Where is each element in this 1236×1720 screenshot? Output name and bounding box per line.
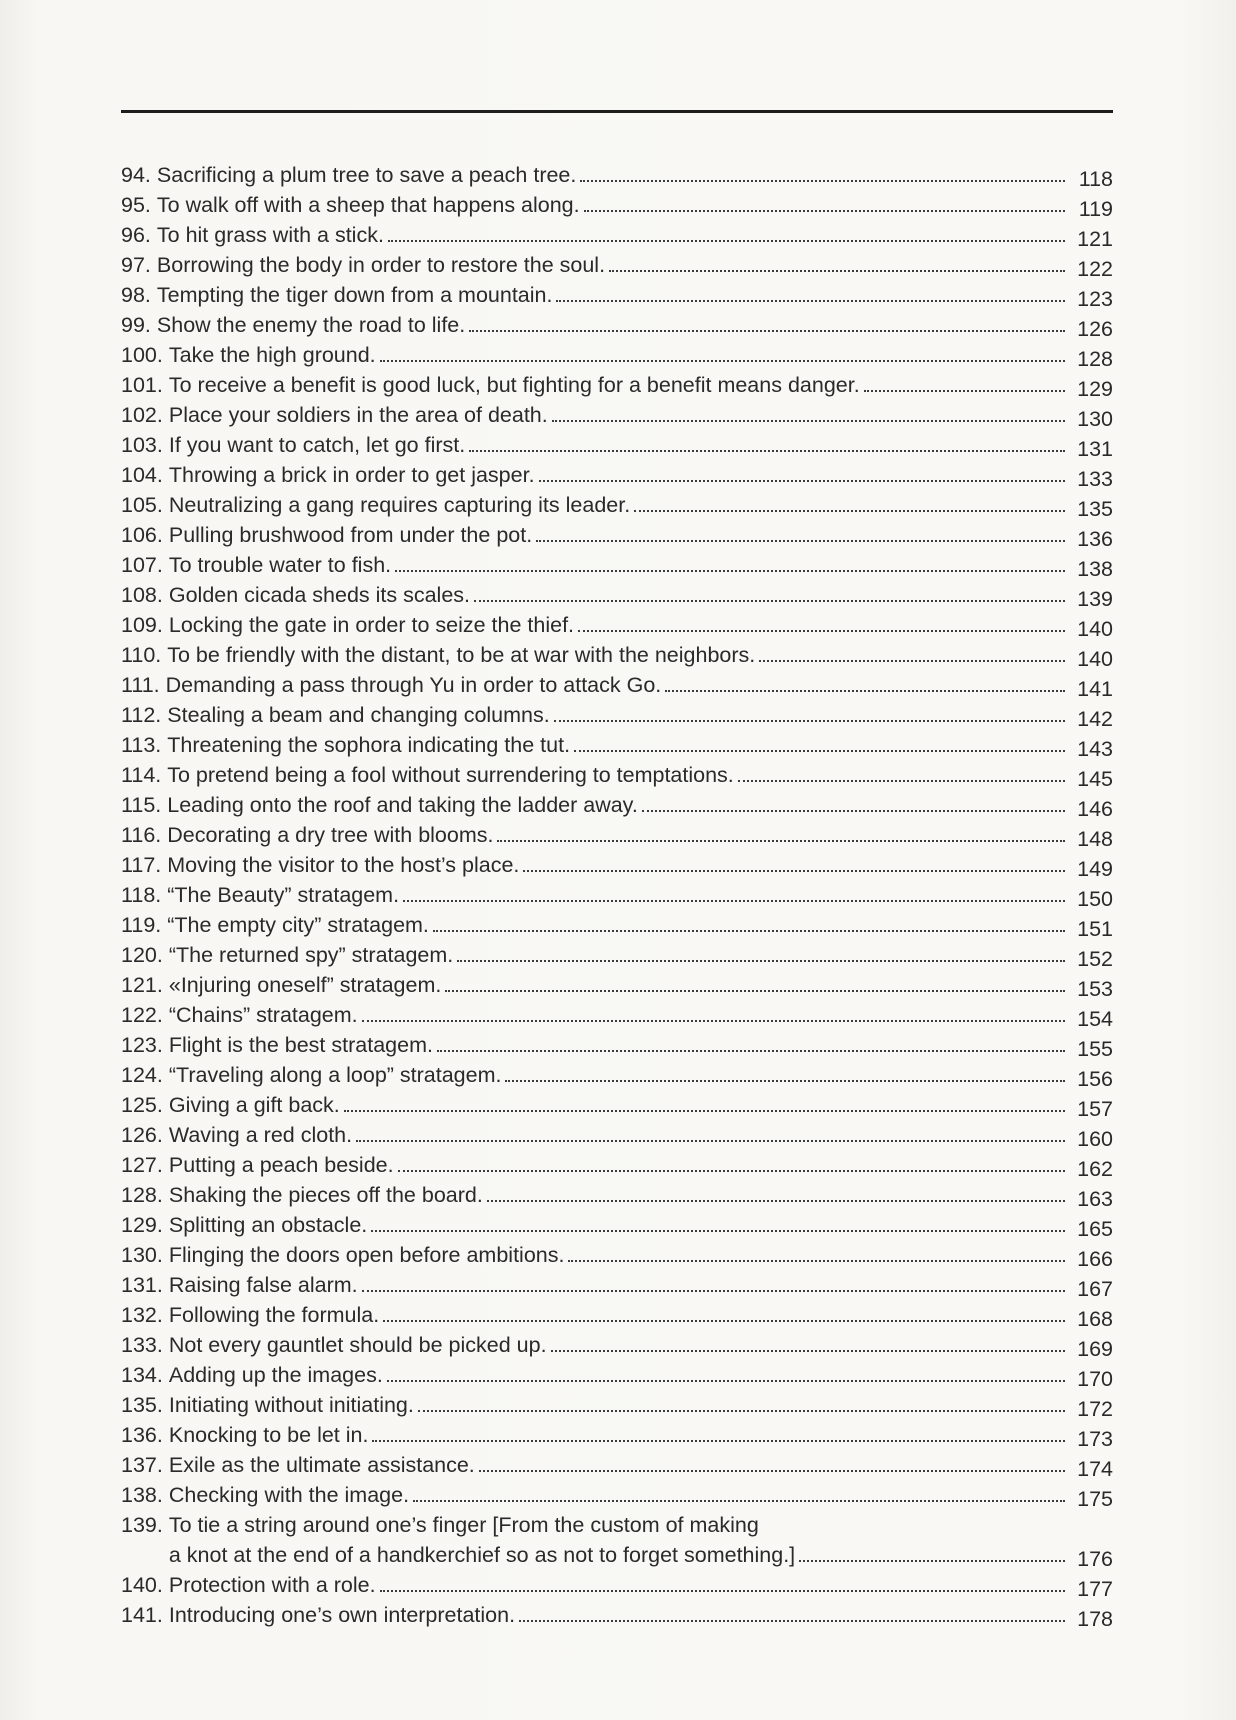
toc-entry-title: Tempting the tiger down from a mountain. [156,283,553,307]
toc-entry-number: 140. [121,1573,163,1597]
toc-entry[interactable] [121,220,1113,250]
toc-entry-title: Not every gauntlet should be picked up. [168,1333,547,1357]
toc-entry-page: 140 [1077,617,1113,641]
dot-leader [388,240,1065,242]
toc-entry-number: 98. [121,283,151,307]
toc-entry[interactable] [121,1180,1113,1210]
toc-entry-page: 119 [1078,197,1113,221]
dot-leader [505,1080,1065,1082]
dot-leader [445,990,1065,992]
toc-entry-title: Splitting an obstacle. [168,1213,368,1237]
dot-leader [433,930,1065,932]
dot-leader [799,1560,1065,1562]
toc-entry-title: To receive a benefit is good luck, but fighting for a benefit means danger. [168,373,860,397]
toc-entry-title: Borrowing the body in order to restore the soul. [156,253,606,277]
toc-entry-title: Initiating without initiating. [168,1393,414,1417]
toc-entry-title: Locking the gate in order to seize the thief. [168,613,575,637]
toc-entry[interactable] [121,1150,1113,1180]
toc-entry[interactable] [121,670,1113,700]
toc-entry-title: To pretend being a fool without surrendering to temptations. [167,763,734,787]
toc-entry[interactable] [121,790,1113,820]
dot-leader [362,1020,1065,1022]
toc-entry[interactable] [121,1450,1113,1480]
toc-entry[interactable] [121,1480,1113,1510]
toc-entry-title: Checking with the image. [168,1483,410,1507]
toc-entry-title: Place your soldiers in the area of death. [168,403,548,427]
toc-entry-title-block [169,1510,1113,1570]
toc-entry-number: 110. [121,643,162,667]
toc-entry-page: 140 [1077,647,1113,671]
toc-entry[interactable] [121,580,1113,610]
toc-entry-title: To be friendly with the distant, to be at war with the neighbors. [167,643,756,667]
toc-entry-page: 154 [1077,1007,1113,1031]
toc-entry-page: 165 [1077,1217,1113,1241]
toc-entry-number: 107. [121,553,163,577]
toc-entry-page: 162 [1077,1157,1113,1181]
toc-entry-number: 119. [121,913,162,937]
toc-entry-title: Following the formula. [168,1303,380,1327]
toc-entry[interactable] [121,520,1113,550]
dot-leader [469,330,1065,332]
toc-entry-page: 176 [1077,1547,1113,1571]
toc-entry[interactable] [121,1600,1113,1630]
dot-leader [418,1410,1065,1412]
toc-entry-title: Shaking the pieces off the board. [168,1183,483,1207]
toc-entry[interactable] [121,940,1113,970]
toc-entry-title: Pulling brushwood from under the pot. [168,523,533,547]
toc-entry-page: 133 [1077,467,1113,491]
toc-entry-page: 141 [1077,677,1113,701]
toc-entry-page: 131 [1077,437,1113,461]
toc-entry[interactable] [121,1240,1113,1270]
dot-leader [864,390,1065,392]
toc-entry-number: 133. [121,1333,163,1357]
toc-entry-title: To walk off with a sheep that happens along. [156,193,580,217]
toc-entry[interactable] [121,1420,1113,1450]
toc-entry-page: 121 [1077,227,1113,251]
dot-leader [372,1440,1065,1442]
toc-entry-page: 149 [1077,857,1113,881]
toc-entry[interactable] [121,1270,1113,1300]
toc-entry[interactable] [121,1360,1113,1390]
dot-leader [362,1290,1065,1292]
toc-entry-title: Giving a gift back. [168,1093,340,1117]
dot-leader [568,1260,1065,1262]
toc-entry-number: 109. [121,613,163,637]
toc-entry[interactable] [121,430,1113,460]
toc-entry-title: Flight is the best stratagem. [168,1033,433,1057]
toc-entry-title: Throwing a brick in order to get jasper. [168,463,535,487]
toc-entry-title: Adding up the images. [168,1363,383,1387]
toc-entry[interactable] [121,250,1113,280]
dot-leader [395,570,1065,572]
toc-entry-title: “Chains” stratagem. [168,1003,358,1027]
dot-leader [551,1350,1065,1352]
toc-entry[interactable] [121,160,1113,190]
toc-entry-page: 175 [1077,1487,1113,1511]
dot-leader [380,1590,1065,1592]
dot-leader [580,180,1065,182]
dot-leader [398,1170,1065,1172]
toc-entry-page: 122 [1077,257,1113,281]
toc-entry-number: 138. [121,1483,163,1507]
dot-leader [523,870,1065,872]
toc-entry-page: 170 [1077,1367,1113,1391]
toc-entry-page: 173 [1077,1427,1113,1451]
toc-entry-number: 130. [121,1243,163,1267]
toc-entry-page: 174 [1077,1457,1113,1481]
dot-leader [403,900,1065,902]
toc-entry-page: 143 [1077,737,1113,761]
toc-entry[interactable] [121,1120,1113,1150]
toc-entry-page: 136 [1077,527,1113,551]
toc-entry-title: Moving the visitor to the host’s place. [167,853,520,877]
dot-leader [539,480,1065,482]
toc-entry-number: 132. [121,1303,163,1327]
dot-leader [344,1110,1065,1112]
dot-leader [634,510,1065,512]
toc-entry-title: Golden cicada sheds its scales. [168,583,471,607]
dot-leader [413,1500,1065,1502]
dot-leader [479,1470,1065,1472]
toc-entry[interactable] [121,610,1113,640]
toc-entry-number: 139. [121,1513,163,1537]
toc-entry[interactable] [121,370,1113,400]
toc-entry[interactable] [121,640,1113,670]
toc-entry-number: 125. [121,1093,163,1117]
toc-entry[interactable] [121,1090,1113,1120]
toc-entry[interactable] [121,1330,1113,1360]
toc-entry-title: Introducing one’s own interpretation. [168,1603,516,1627]
toc-entry-number: 129. [121,1213,163,1237]
toc-entry-number: 105. [121,493,163,517]
toc-entry-title: Demanding a pass through Yu in order to attack Go. [165,673,662,697]
toc-entry[interactable] [121,760,1113,790]
toc-entry-title: Show the enemy the road to life. [156,313,466,337]
toc-entry-title: “The empty city” stratagem. [167,913,429,937]
dot-leader [380,360,1065,362]
toc-entry-title: Raising false alarm. [168,1273,358,1297]
toc-entry-title: “Traveling along a loop” stratagem. [168,1063,502,1087]
toc-entry-page: 178 [1077,1607,1113,1631]
toc-entry-title: Protection with a role. [168,1573,376,1597]
toc-entry-title: Leading onto the roof and taking the ladder away. [167,793,638,817]
toc-entry[interactable] [121,340,1113,370]
toc-entry-page: 126 [1077,317,1113,341]
dot-leader [554,720,1065,722]
dot-leader [642,810,1065,812]
dot-leader [738,780,1065,782]
toc-entry-title: Knocking to be let in. [168,1423,369,1447]
toc-entry[interactable] [121,700,1113,730]
toc-entry[interactable] [121,970,1113,1000]
toc-entry-page: 153 [1077,977,1113,1001]
toc-entry-title: Stealing a beam and changing columns. [167,703,550,727]
toc-entry-number: 114. [121,763,162,787]
toc-entry-number: 103. [121,433,163,457]
toc-entry-number: 128. [121,1183,163,1207]
toc-entry-number: 116. [121,823,162,847]
dot-leader [584,210,1065,212]
toc-entry-title: If you want to catch, let go first. [168,433,466,457]
toc-entry[interactable] [121,1390,1113,1420]
toc-entry-title: Neutralizing a gang requires capturing its leader. [168,493,631,517]
toc-entry-page: 123 [1077,287,1113,311]
toc-entry-title-line2-row [169,1540,1113,1570]
toc-entry-number: 97. [121,253,151,277]
toc-entry-title: “The returned spy” stratagem. [168,943,454,967]
toc-entry-number: 100. [121,343,163,367]
toc-entry-title: «Injuring oneself” stratagem. [168,973,442,997]
toc-entry-number: 101. [121,373,163,397]
dot-leader [578,630,1065,632]
toc-entry-page: 152 [1077,947,1113,971]
toc-entry-number: 123. [121,1033,163,1057]
dot-leader [536,540,1065,542]
toc-entry-page: 150 [1077,887,1113,911]
toc-entry-number: 106. [121,523,163,547]
dot-leader [497,840,1065,842]
toc-entry[interactable] [121,1510,1113,1570]
toc-entry-page: 169 [1077,1337,1113,1361]
toc-entry-title: Sacrificing a plum tree to save a peach tree. [156,163,577,187]
toc-entry-number: 120. [121,943,163,967]
dot-leader [487,1200,1065,1202]
toc-entry-page: 148 [1077,827,1113,851]
toc-entry-number: 136. [121,1423,163,1447]
toc-entry-page: 138 [1077,557,1113,581]
toc-entry-number: 118. [121,883,162,907]
toc-entry-page: 156 [1077,1067,1113,1091]
toc-entry-number: 111. [121,673,160,697]
dot-leader [665,690,1065,692]
toc-entry-title: Threatening the sophora indicating the tut. [167,733,571,757]
toc-entry[interactable] [121,910,1113,940]
toc-entry[interactable] [121,1210,1113,1240]
dot-leader [371,1230,1065,1232]
toc-entry-number: 124. [121,1063,163,1087]
toc-entry[interactable] [121,730,1113,760]
toc-entry-number: 115. [121,793,162,817]
toc-entry-number: 126. [121,1123,163,1147]
toc-entry-number: 137. [121,1453,163,1477]
toc-entry[interactable] [121,850,1113,880]
toc-entry[interactable] [121,280,1113,310]
toc-entry-number: 102. [121,403,163,427]
toc-entry-page: 118 [1078,167,1113,191]
toc-entry-title: Take the high ground. [168,343,376,367]
toc-entry-number: 135. [121,1393,163,1417]
toc-entry-title: Exile as the ultimate assistance. [168,1453,475,1477]
toc-entry-title-line2: a knot at the end of a handkerchief so as not to forget something.] [168,1543,796,1567]
toc-entry-number: 122. [121,1003,163,1027]
toc-entry[interactable] [121,460,1113,490]
toc-entry-number: 127. [121,1153,163,1177]
toc-entry[interactable] [121,310,1113,340]
dot-leader [474,600,1065,602]
dot-leader [759,660,1065,662]
toc-entry-number: 108. [121,583,163,607]
toc-entry-number: 94. [121,163,151,187]
toc-entry-title: Flinging the doors open before ambitions. [168,1243,565,1267]
toc-entry[interactable] [121,1060,1113,1090]
dot-leader [457,960,1065,962]
toc-entry-number: 134. [121,1363,163,1387]
toc-entry[interactable] [121,1570,1113,1600]
toc-entry-title: “The Beauty” stratagem. [167,883,400,907]
toc-entry-page: 146 [1077,797,1113,821]
toc-entry-number: 121. [121,973,163,997]
toc-entry-number: 131. [121,1273,163,1297]
toc-entry-title: To trouble water to fish. [168,553,392,577]
toc-entry[interactable] [121,820,1113,850]
toc-entry-page: 145 [1077,767,1113,791]
header-rule [121,110,1113,113]
toc-entry-page: 163 [1077,1187,1113,1211]
dot-leader [556,300,1065,302]
toc-entry-page: 135 [1077,497,1113,521]
toc-entry-title: Decorating a dry tree with blooms. [167,823,494,847]
toc-entry-number: 104. [121,463,163,487]
toc-entry[interactable] [121,880,1113,910]
toc-entry-title-line1: To tie a string around one’s finger [From the custom of making [168,1513,759,1537]
toc-entry-number: 95. [121,193,151,217]
dot-leader [383,1320,1065,1322]
toc-entry[interactable] [121,490,1113,520]
toc-entry-page: 151 [1077,917,1113,941]
toc-entry-page: 172 [1077,1397,1113,1421]
toc-entry-page: 139 [1077,587,1113,611]
dot-leader [387,1380,1065,1382]
dot-leader [469,450,1065,452]
toc-entry-number: 112. [121,703,162,727]
dot-leader [574,750,1065,752]
toc-entry-title: To hit grass with a stick. [156,223,384,247]
toc-entry[interactable] [121,550,1113,580]
toc-entry-page: 157 [1077,1097,1113,1121]
toc-entry-number: 96. [121,223,151,247]
toc-entry-page: 168 [1077,1307,1113,1331]
toc-entry[interactable] [121,400,1113,430]
toc-entry-page: 128 [1077,347,1113,371]
toc-entry-page: 160 [1077,1127,1113,1151]
toc-entry-title: Putting a peach beside. [168,1153,394,1177]
toc-entry-page: 129 [1077,377,1113,401]
toc-entry[interactable] [121,1300,1113,1330]
toc-entry-page: 155 [1077,1037,1113,1061]
toc-entry-page: 177 [1077,1577,1113,1601]
toc-entry-page: 167 [1077,1277,1113,1301]
toc-entry-number: 141. [121,1603,163,1627]
toc-entry-page: 142 [1077,707,1113,731]
toc-entry-number: 113. [121,733,162,757]
toc-entry-page: 166 [1077,1247,1113,1271]
dot-leader [437,1050,1065,1052]
dot-leader [552,420,1065,422]
toc-entry[interactable] [121,1000,1113,1030]
toc-entry[interactable] [121,190,1113,220]
dot-leader [519,1620,1065,1622]
toc-entry-page: 130 [1077,407,1113,431]
toc-entry-number: 99. [121,313,151,337]
toc-entry-number: 117. [121,853,162,877]
toc-entry-title: Waving a red cloth. [168,1123,353,1147]
dot-leader [356,1140,1065,1142]
table-of-contents [121,160,1113,1630]
dot-leader [609,270,1065,272]
toc-entry[interactable] [121,1030,1113,1060]
